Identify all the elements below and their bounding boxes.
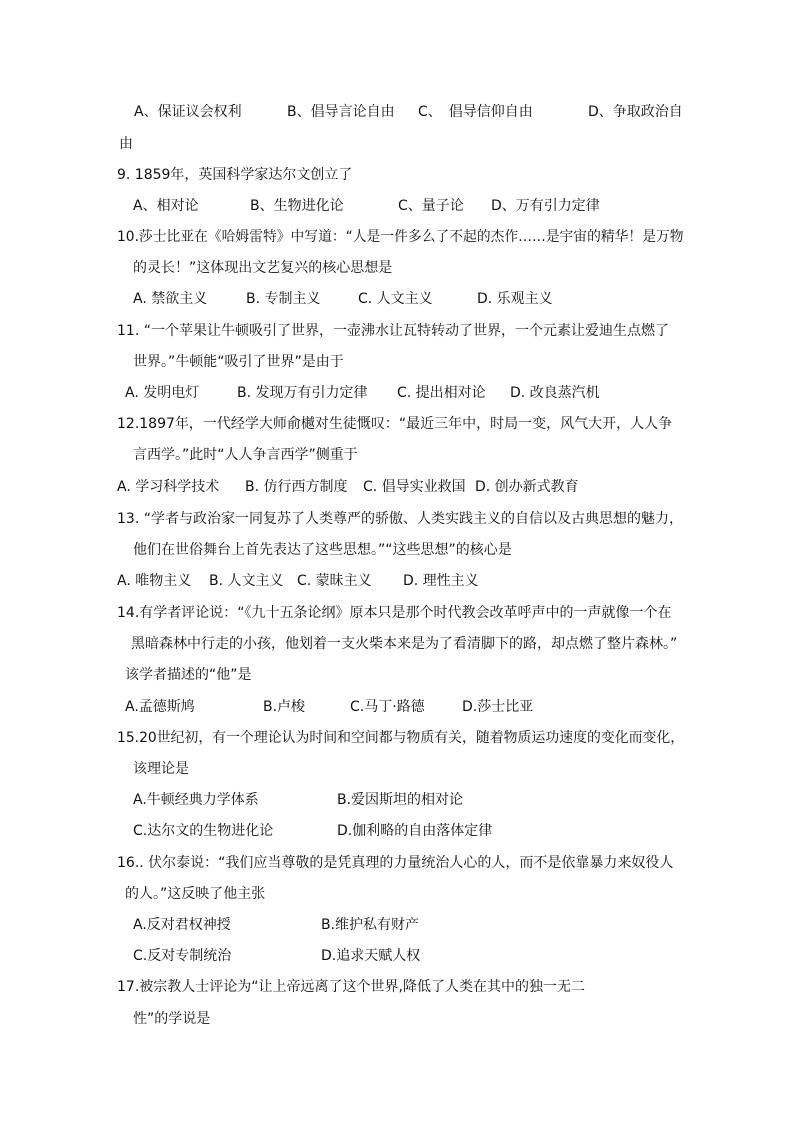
q14-option-b: B.卢梭 <box>263 699 306 715</box>
q16-option-c: C.反对专制统治 <box>133 948 232 964</box>
q10-option-b: B. 专制主义 <box>246 291 321 307</box>
q16-option-d: D.追求天赋人权 <box>321 948 421 964</box>
q15-option-d: D.伽利略的自由落体定律 <box>337 823 493 839</box>
q11-option-a: A. 发明电灯 <box>125 385 200 401</box>
q15-option-b: B.爱因斯坦的相对论 <box>337 792 464 808</box>
q12-option-b: B. 仿行西方制度 <box>245 479 348 495</box>
q15-option-c: C.达尔文的生物进化论 <box>133 823 274 839</box>
q15-option-a: A.牛顿经典力学体系 <box>133 792 259 808</box>
q10-option-c: C. 人文主义 <box>358 291 433 307</box>
q9-option-a: A、相对论 <box>133 198 199 214</box>
q10-option-d: D. 乐观主义 <box>477 291 553 307</box>
q13-option-a: A. 唯物主义 <box>117 573 192 589</box>
q11-option-c: C. 提出相对论 <box>397 385 486 401</box>
q14-option-c: C.马丁·路德 <box>350 699 425 715</box>
q9-option-c: C、量子论 <box>398 198 464 214</box>
q16-option-a: A.反对君权神授 <box>133 917 231 933</box>
q11-option-d: D. 改良蒸汽机 <box>510 385 600 401</box>
q9-option-b: B、生物进化论 <box>250 198 344 214</box>
document-page: A、保证议会权利 B、倡导言论自由 C、 倡导信仰自由 D、争取政治自 由 9. 1859年，英国科学家达尔文创立了 A、相对论 B、生物进化论 C、量子论 D、万有引力定律 10.莎士比亚在《哈姆雷特》中写道：“人是一件多么了不起的杰作……是宇宙的精华！是万物 的灵长！”这体现出文艺复兴的核心思想是 A. 禁欲主义 B. 专制主义 C. 人文主义 D. 乐观主义 11. “一个苹果让牛顿吸引了世界，一壶沸水让瓦特转动了世界，一个元素让爱迪生点燃了 世界。”牛顿能“吸引了世界”是由于 A. 发明电灯 B. 发现万有引力定律 C. 提出相对论 D. 改良蒸汽机 12.1897年，一代经学大师俞樾对生徒慨叹：“最近三年中，时局一变，风气大开，人人争 言西学。”此时“人人争言西学”侧重于 A. 学习科学技术 B. 仿行西方制度 C. 倡导实业救国 D. 创办新式教育 13. “学者与政治家一同复苏了人类尊严的骄傲、人类实践主义的自信以及古典思想的魅力， 他们在世俗舞台上首先表达了这些思想。”“这些思想”的核心是 A. 唯物主义 B. 人文主义 C. 蒙昧主义 D. 理性主义 14.有学者评论说：“《九十五条论纲》原本只是那个时代教会改革呼声中的一声就像一个在 黑暗森林中行走的小孩，他划着一支火柴本来是为了看清脚下的路，却点燃了整片森林。” 该学者描述的“他”是 A.孟德斯鸠 B.卢梭 C.马丁·路德 D.莎士比亚 15.20世纪初，有一个理论认为时间和空间都与物质有关，随着物质运功速度的变化而变化， 该理论是 A.牛顿经典力学体系 B.爱因斯坦的相对论 C.达尔文的生物进化论 D.伽利略的自由落体定律 16.. 伏尔泰说：“我们应当尊敬的是凭真理的力量统治人心的人，而不是依靠暴力来奴役人 的人。”这反映了他主张 A.反对君权神授 B.维护私有财产 C.反对专制统治 D.追求天赋人权 17.被宗教人士评论为“让上帝远离了这个世界,降低了人类在其中的独一无二 性”的学说是 <box>117 104 685 1027</box>
q14-option-a: A.孟德斯鸠 <box>125 699 195 715</box>
q12-option-a: A. 学习科学技术 <box>117 479 220 495</box>
q14-option-d: D.莎士比亚 <box>462 699 534 715</box>
q13-option-d: D. 理性主义 <box>403 573 479 589</box>
q13-option-c: C. 蒙昧主义 <box>297 573 372 589</box>
q8-option-c: C、 倡导信仰自由 <box>418 104 533 120</box>
q11-option-b: B. 发现万有引力定律 <box>237 385 368 401</box>
q8-option-d: D、争取政治自 <box>588 104 683 120</box>
q13-option-b: B. 人文主义 <box>209 573 284 589</box>
q8-option-b: B、倡导言论自由 <box>287 104 395 120</box>
q16-option-b: B.维护私有财产 <box>321 917 420 933</box>
q8-option-a: A、保证议会权利 <box>134 104 242 120</box>
q10-option-a: A. 禁欲主义 <box>133 291 208 307</box>
q12-option-d: D. 创办新式教育 <box>475 479 579 495</box>
q9-option-d: D、万有引力定律 <box>491 198 600 214</box>
q12-option-c: C. 倡导实业救国 <box>363 479 466 495</box>
